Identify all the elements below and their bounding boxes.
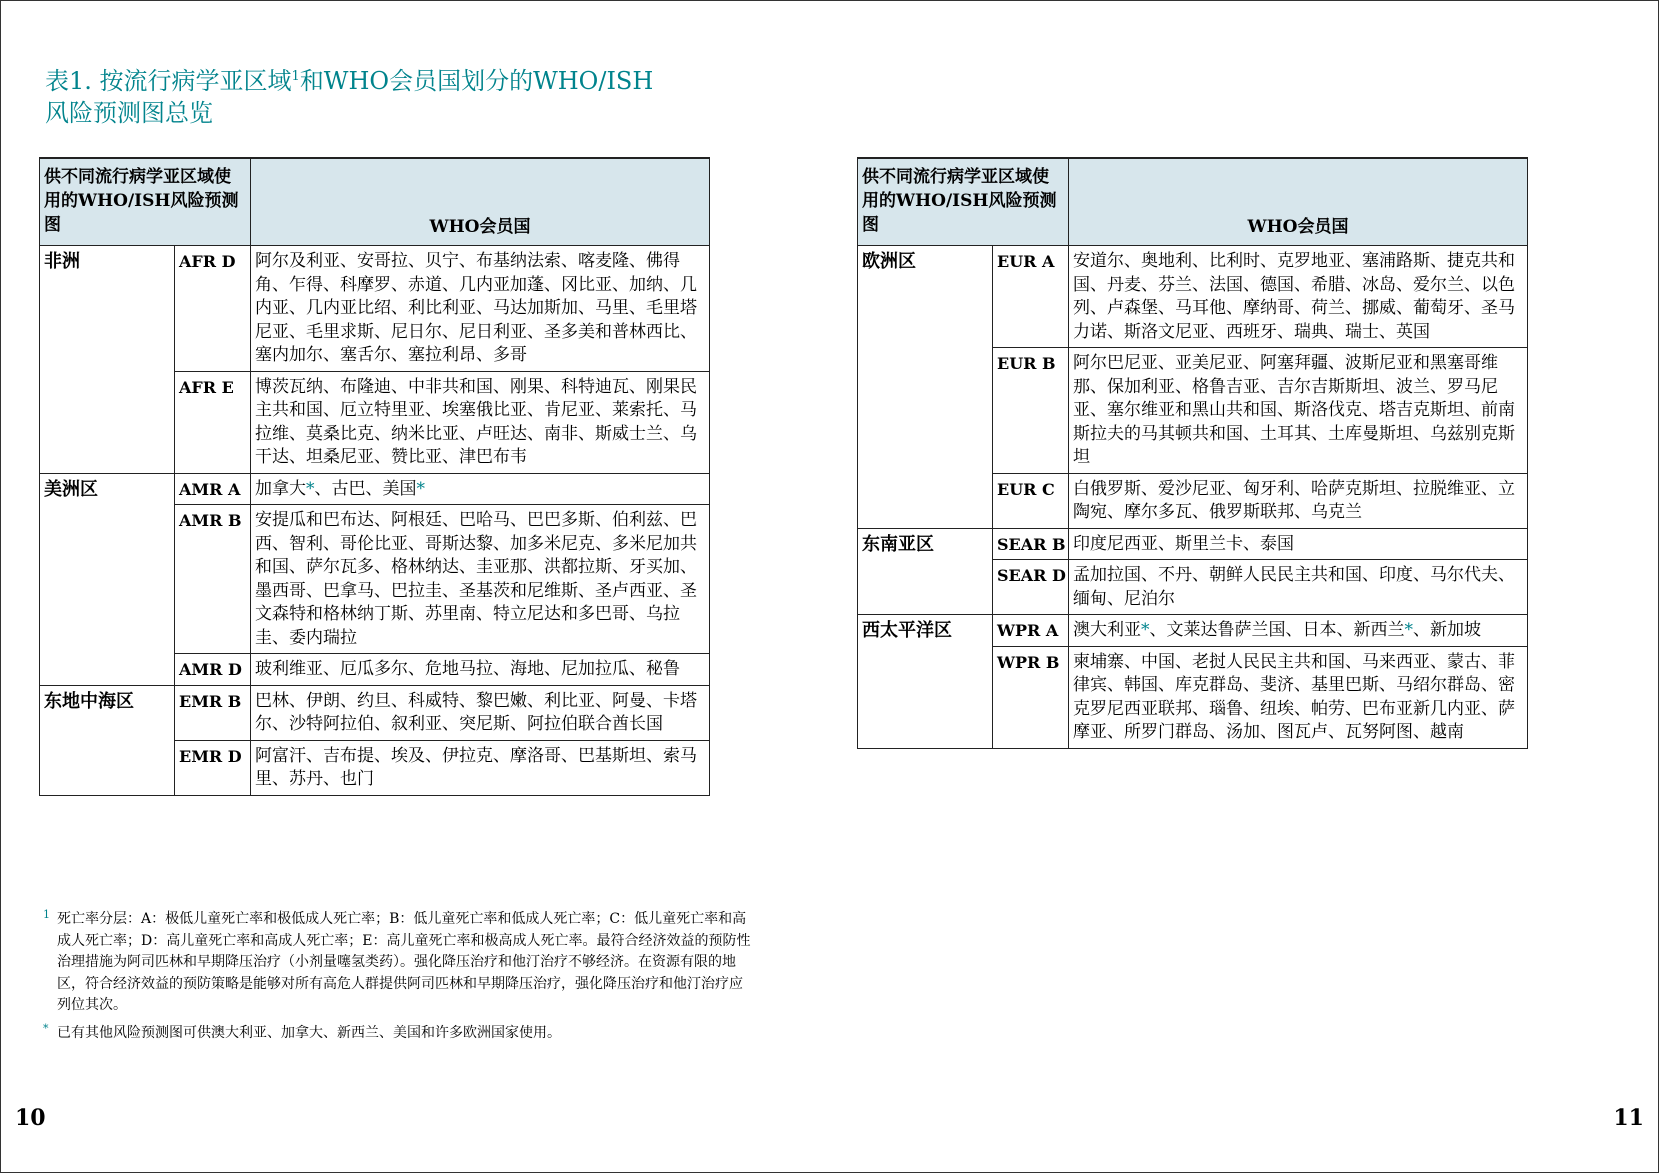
region-name: 东地中海区: [40, 685, 175, 795]
risk-chart-code: AMR D: [175, 654, 251, 686]
risk-chart-code: EMR B: [175, 685, 251, 740]
region-name: 欧洲区: [858, 246, 993, 529]
member-states-cell: 印度尼西亚、斯里兰卡、泰国: [1069, 528, 1528, 560]
left-risk-table: [39, 157, 710, 796]
country-name: 新加坡: [1430, 620, 1481, 640]
risk-chart-code: EUR B: [993, 348, 1069, 474]
page-number-left: 10: [15, 1105, 46, 1131]
country-name: 加拿大: [255, 478, 306, 499]
header-member-states: WHO会员国: [251, 158, 710, 246]
title-line-2: 风险预测图总览: [45, 99, 213, 127]
risk-chart-code: WPR B: [993, 646, 1069, 748]
risk-chart-code: SEAR D: [993, 560, 1069, 615]
table-row: [858, 615, 1528, 647]
member-states-cell: 阿尔及利亚、安哥拉、贝宁、布基纳法索、喀麦隆、佛得角、乍得、科摩罗、赤道、几内亚加蓬、冈比亚、加纳、几内亚、几内亚比绍、利比利亚、马达加斯加、马里、毛里塔尼亚、毛里求斯、尼日尔、尼日利亚、圣多美和普林西比、塞内加尔、塞舌尔、塞拉利昂、多哥: [251, 246, 710, 372]
country-name: 古巴: [331, 478, 366, 499]
region-name: 非洲: [40, 246, 175, 474]
page-number-right: 11: [1613, 1105, 1644, 1131]
risk-chart-code: AMR A: [175, 473, 251, 505]
title-text-a: 表1. 按流行病学亚区域: [45, 67, 292, 95]
asterisk-marker: *: [1404, 620, 1413, 640]
footnote-2-mark: *: [43, 1021, 49, 1035]
asterisk-marker: *: [1141, 620, 1150, 640]
risk-chart-code: AFR E: [175, 371, 251, 473]
footnote-1-mark: 1: [43, 908, 50, 921]
member-states-cell: 博茨瓦纳、布隆迪、中非共和国、刚果、科特迪瓦、刚果民主共和国、厄立特里亚、埃塞俄比亚、肯尼亚、莱索托、马拉维、莫桑比克、纳米比亚、卢旺达、南非、斯威士兰、乌干达、坦桑尼亚、赞比亚、津巴布韦: [251, 371, 710, 473]
region-name: 东南亚区: [858, 528, 993, 615]
table-row: [40, 473, 710, 505]
member-states-cell: 安道尔、奥地利、比利时、克罗地亚、塞浦路斯、捷克共和国、丹麦、芬兰、法国、德国、希腊、冰岛、爱尔兰、以色列、卢森堡、马耳他、摩纳哥、荷兰、挪威、葡萄牙、圣马力诺、斯洛文尼亚、西班牙、瑞典、瑞士、英国: [1069, 246, 1528, 348]
risk-chart-code: AFR D: [175, 246, 251, 372]
table-row: [40, 246, 710, 372]
footnotes: [41, 909, 753, 1050]
risk-chart-code: WPR A: [993, 615, 1069, 647]
member-states-cell: 玻利维亚、厄瓜多尔、危地马拉、海地、尼加拉瓜、秘鲁: [251, 654, 710, 686]
table-title: [45, 65, 745, 129]
header-risk-charts: 供不同流行病学亚区域使用的WHO/ISH风险预测图: [40, 158, 251, 246]
country-name: 澳大利亚: [1073, 620, 1141, 640]
asterisk-marker: *: [306, 478, 315, 499]
asterisk-marker: *: [416, 478, 425, 499]
member-states-cell: 加拿大*、古巴、美国*: [251, 473, 710, 505]
footnote-2-text: 已有其他风险预测图可供澳大利亚、加拿大、新西兰、美国和许多欧洲国家使用。: [57, 1024, 561, 1041]
member-states-cell: 孟加拉国、不丹、朝鲜人民民主共和国、印度、马尔代夫、缅甸、尼泊尔: [1069, 560, 1528, 615]
header-member-states: WHO会员国: [1069, 158, 1528, 246]
table-row: [858, 246, 1528, 348]
title-footnote-ref: 1: [291, 69, 300, 84]
member-states-cell: 澳大利亚*、文莱达鲁萨兰国、日本、新西兰*、新加坡: [1069, 615, 1528, 647]
footnote-2: [41, 1023, 753, 1045]
right-risk-table: [857, 157, 1528, 749]
title-line-1: [45, 65, 745, 97]
risk-chart-code: EMR D: [175, 740, 251, 795]
member-states-cell: 阿富汗、吉布提、埃及、伊拉克、摩洛哥、巴基斯坦、索马里、苏丹、也门: [251, 740, 710, 795]
title-text-b: 和WHO会员国划分的WHO/ISH: [299, 67, 654, 95]
country-name: 日本: [1302, 620, 1337, 640]
footnote-1: [41, 909, 753, 1017]
risk-chart-code: SEAR B: [993, 528, 1069, 560]
member-states-cell: 白俄罗斯、爱沙尼亚、匈牙利、哈萨克斯坦、拉脱维亚、立陶宛、摩尔多瓦、俄罗斯联邦、乌克兰: [1069, 473, 1528, 528]
header-risk-charts: 供不同流行病学亚区域使用的WHO/ISH风险预测图: [858, 158, 1069, 246]
table-row: [40, 685, 710, 740]
member-states-cell: 阿尔巴尼亚、亚美尼亚、阿塞拜疆、波斯尼亚和黑塞哥维那、保加利亚、格鲁吉亚、吉尔吉斯斯坦、波兰、罗马尼亚、塞尔维亚和黑山共和国、斯洛伐克、塔吉克斯坦、前南斯拉夫的马其顿共和国、土耳其、土库曼斯坦、乌兹别克斯坦: [1069, 348, 1528, 474]
risk-chart-code: AMR B: [175, 505, 251, 654]
country-name: 新西兰: [1353, 620, 1405, 640]
country-name: 美国: [382, 478, 417, 499]
region-name: 西太平洋区: [858, 615, 993, 749]
table-row: [858, 528, 1528, 560]
member-states-cell: 柬埔寨、中国、老挝人民民主共和国、马来西亚、蒙古、菲律宾、韩国、库克群岛、斐济、基里巴斯、马绍尔群岛、密克罗尼西亚联邦、瑙鲁、纽埃、帕劳、巴布亚新几内亚、萨摩亚、所罗门群岛、汤加、图瓦卢、瓦努阿图、越南: [1069, 646, 1528, 748]
risk-chart-code: EUR C: [993, 473, 1069, 528]
member-states-cell: 安提瓜和巴布达、阿根廷、巴哈马、巴巴多斯、伯利兹、巴西、智利、哥伦比亚、哥斯达黎、加多米尼克、多米尼加共和国、萨尔瓦多、格林纳达、圭亚那、洪都拉斯、牙买加、墨西哥、巴拿马、巴拉圭、圣基茨和尼维斯、圣卢西亚、圣文森特和格林纳丁斯、苏里南、特立尼达和多巴哥、乌拉圭、委内瑞拉: [251, 505, 710, 654]
footnote-1-text: 死亡率分层：A：极低儿童死亡率和极低成人死亡率；B：低儿童死亡率和低成人死亡率；C：低儿童死亡率和高成人死亡率；D：高儿童死亡率和高成人死亡率；E：高儿童死亡率和极高成人死亡率。最符合经济效益的预防性治理措施为阿司匹林和早期降压治疗（小剂量噻氢类药）。强化降压治疗和他汀治疗不够经济。在资源有限的地区，符合经济效益的预防策略是能够对所有高危人群提供阿司匹林和早期降压治疗，强化降压治疗和他汀治疗应列位其次。: [57, 911, 751, 1013]
risk-chart-code: EUR A: [993, 246, 1069, 348]
member-states-cell: 巴林、伊朗、约旦、科威特、黎巴嫩、利比亚、阿曼、卡塔尔、沙特阿拉伯、叙利亚、突尼斯、阿拉伯联合酋长国: [251, 685, 710, 740]
region-name: 美洲区: [40, 473, 175, 685]
country-name: 文莱达鲁萨兰国: [1166, 620, 1286, 640]
